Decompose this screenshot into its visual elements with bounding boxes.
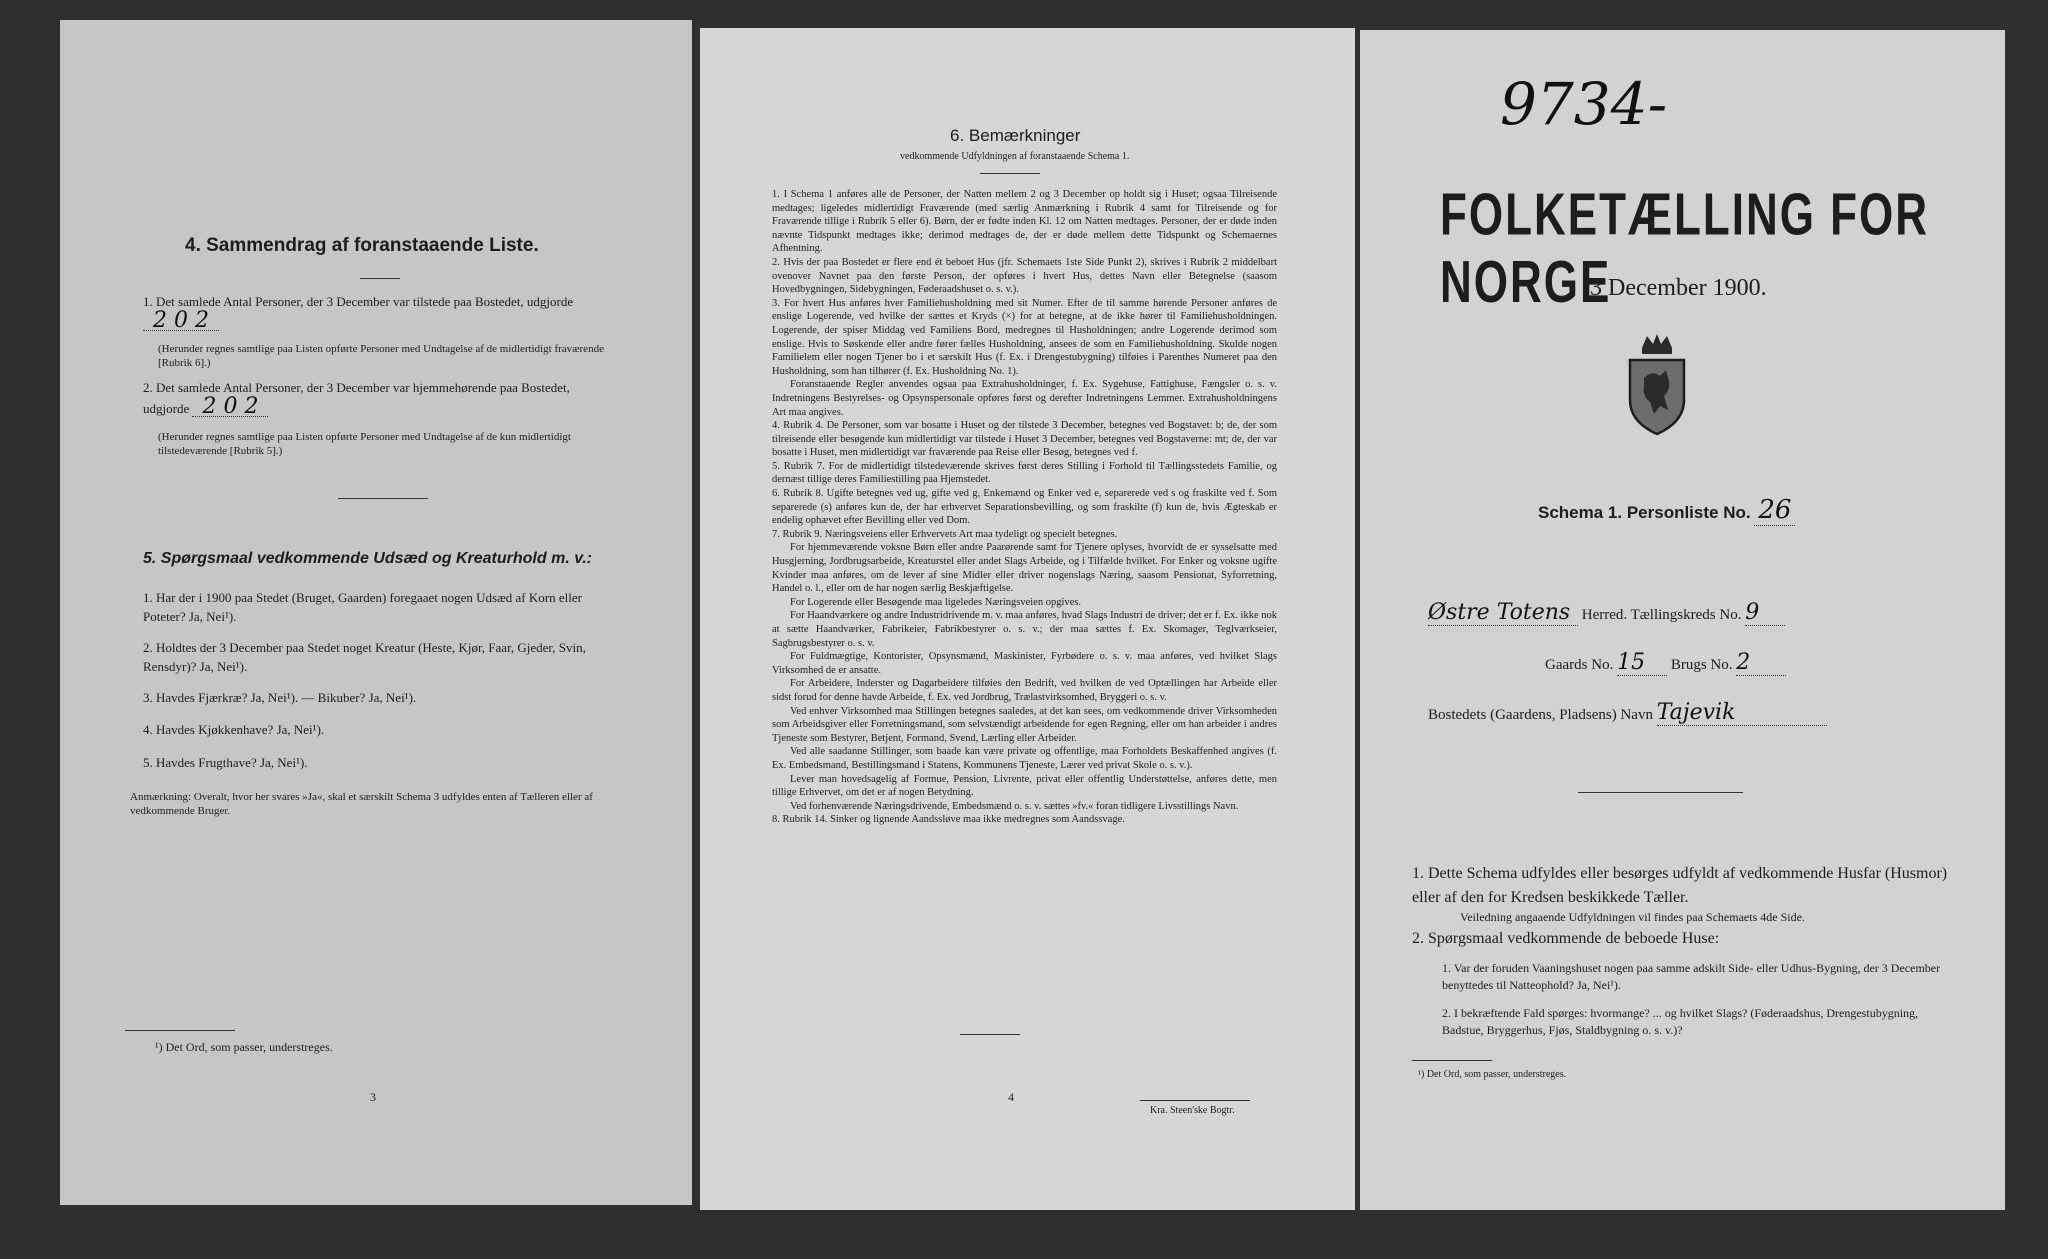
printer-rule xyxy=(1140,1100,1250,1101)
instruction-1: 1. Dette Schema udfyldes eller besørges udfyldt af vedkommende Husfar (Husmor) eller af den for Kredsen beskikkede Tæller. xyxy=(1412,865,1948,906)
remark-item: 4. Rubrik 4. De Personer, som var bosatte i Huset og der tilstede 3 December, betegnes ved Bogstavet: b; de, der som tilreisende eller besøgende kun midlertidigt var tilstede i Huset 3 December, betegnes ved Bogstaverne: mt; de, der var bosatte i Huset, men midlertidigt var fraværende paa Reise eller Besøg, betegnes ved f. xyxy=(772,420,1277,459)
remark-item: 6. Rubrik 8. Ugifte betegnes ved ug, gifte ved g, Enkemænd og Enker ved e, separerede ved s og fraskilte ved f. Som separerede (s) anføres kun de, der har erhvervet Separationsbevilling, og som fraskilte (f) kun de, hvis Ægteskab er endelig ophævet efter Bevilling eller ved Dom. xyxy=(772,488,1277,527)
brugs-value: 2 xyxy=(1736,650,1786,676)
remark-item: 3. For hvert Hus anføres hver Familiehusholdning med sit Numer. Efter de til samme hørende Personer anføres de enslige Logerende, ved hvilke der sættes et Kryds (×) for at betegne, at de ikke hører til Familiehusholdningen. Logerende, der spiser Middag ved Familiens Bord, medregnes til Husholdningen; andre Logerende derimod som enslige. Hvis to Søskende eller andre fører fælles Husholdning, ansees de som en Familiehusholdning. Skulde nogen Familielem eller nogen Tjener bo i et særskilt Hus (f. Ex. i Drengestubygning) tilføies i Parenthes Numeret paa den Husholdning, som han tilhører (f. Ex. Husholdning No. 1). xyxy=(772,297,1277,377)
schema-number: 26 xyxy=(1754,495,1795,526)
section4-item1-value: 2 0 2 xyxy=(143,311,219,331)
house-question-2: 2. I bekræftende Fald spørges: hvormange? ... og hvilket Slags? (Føderaadshus, Drengestubygning, Badstue, Bryggerhus, Fjøs, Staldbygning o. s. v.)? xyxy=(1442,1006,1919,1037)
herred-value: Østre Totens xyxy=(1428,600,1578,626)
remark-item: For Haandværkere og andre Industridrivende m. v. maa anføres, hvad Slags Industri de driver; det er f. Ex. ikke nok at sætte Haandværker, Fabrikeier, Fabrikbestyrer o. s. v.; der maa sættes f. Ex. Skomager, Teglværkseier, Sagbrugsbestyrer o. s. v. xyxy=(772,610,1277,649)
section4-item2-text: 2. Det samlede Antal Personer, der 3 December var hjemmehørende paa Bostedet, udgjorde xyxy=(143,380,570,416)
section4-item2-note: (Herunder regnes samtlige paa Listen opførte Personer med Undtagelse af de kun midlertidigt tilstedeværende [Rubrik 5].) xyxy=(158,431,571,457)
schema-label: Schema 1. Personliste No. xyxy=(1538,503,1751,522)
bosted-label: Bostedets (Gaardens, Pladsens) Navn xyxy=(1428,707,1653,723)
right-page xyxy=(1360,30,2005,1210)
remark-item: Foranstaaende Regler anvendes ogsaa paa Extrahusholdninger, f. Ex. Sygehuse, Fattighuse, Fængsler o. s. v. Indretningens Bestyrelses- og Opsynspersonale opføres først og derefter Indretningens Lemmer. Extrahusholdningens Art maa angives. xyxy=(772,379,1277,418)
section4-item2 xyxy=(143,378,613,418)
divider xyxy=(360,278,400,279)
section5-q4: 4. Havdes Kjøkkenhave? Ja, Nei¹). xyxy=(143,722,325,737)
section4-item2-value: 2 0 2 xyxy=(192,397,268,417)
section5-q1: 1. Har der i 1900 paa Stedet (Bruget, Gaarden) foregaaet nogen Udsæd af Korn eller Poteter? Ja, Nei¹). xyxy=(143,590,582,624)
instruction-2: 2. Spørgsmaal vedkommende de beboede Huse: xyxy=(1412,930,1720,947)
remark-item: 7. Rubrik 9. Næringsveiens eller Erhvervets Art maa tydeligt og specielt betegnes. xyxy=(772,528,1118,540)
remark-item: Ved enhver Virksomhed maa Stillingen betegnes saaledes, at det kan sees, om vedkommende driver Virksomheden som Arbeidsgiver eller Forretningsmand, som selvstændigt arbeidende for egen Regning, eller om han arbeider i andres Tjeneste som Bestyrer, Betjent, Formand, Svend, Lærling eller Arbeider. xyxy=(772,705,1277,744)
section4-item1 xyxy=(143,292,613,332)
bemerkninger-list xyxy=(772,188,1292,827)
kreds-value: 9 xyxy=(1745,600,1785,626)
remark-item: For Logerende eller Besøgende maa ligeledes Næringsveien opgives. xyxy=(790,596,1081,608)
section5-q5: 5. Havdes Frugthave? Ja, Nei¹). xyxy=(143,755,308,770)
divider xyxy=(980,173,1040,174)
remark-item: Ved forhenværende Næringsdrivende, Embedsmænd o. s. v. sættes »fv.« foran tidligere Livsstillings Navn. xyxy=(790,800,1239,812)
footnote-rule xyxy=(1412,1060,1492,1061)
remark-item: 1. I Schema 1 anføres alle de Personer, der Natten mellem 2 og 3 December op holdt sig i Huset; ogsaa Tilreisende medtages; ligeledes midlertidigt Fraværende (med særlig Anmærkning i Rubrik 4 samt for Tilreisende og for Fraværende tillige i Rubrik 5 eller 6). Børn, der er fødte inden Kl. 12 om Natten medtages. Personer, der er døde inden nævnte Tidspunkt medtages ikke; derimod medtages de, der er døde mellem dette Tidspunkt og Schemaernes Afhentning. xyxy=(772,189,1277,255)
remark-item: 8. Rubrik 14. Sinker og lignende Aandssløve maa ikke medregnes som Aandssvage. xyxy=(772,814,1125,826)
census-date: 3 December 1900. xyxy=(1590,275,1767,301)
bosted-value: Tajevik xyxy=(1657,700,1827,726)
left-page xyxy=(60,20,692,1205)
middle-page xyxy=(700,28,1355,1210)
remark-item: For Fuldmægtige, Kontorister, Opsynsmænd, Maskinister, Fyrbødere o. s. v. maa anføres, ved hvilket Slags Virksomhed de er ansatte. xyxy=(772,651,1277,676)
remark-item: For hjemmeværende voksne Børn eller andre Paarørende samt for Tjenere oplyses, hvorvidt de er sysselsatte med Husgjerning, Jordbrugsarbeide, Kreaturstel eller andet Slags Arbeide, og i Tilfælde hvilket. For Enker og voksne ugifte Kvinder maa anføres, om de lever af sine Midler eller driver nogenslags Næring, saasom Pensionat, Syforretning, Handel o. l., eller om de har nogen særlig Beskjæftigelse. xyxy=(772,542,1277,595)
instruction-1-sub: Veiledning angaaende Udfyldningen vil findes paa Schemaets 4de Side. xyxy=(1460,910,1805,924)
gaards-label: Gaards No. xyxy=(1545,657,1614,673)
section4-item1-text: 1. Det samlede Antal Personer, der 3 December var tilstede paa Bostedet, udgjorde xyxy=(143,294,574,309)
gaards-line xyxy=(1545,650,1786,676)
page-number: 4 xyxy=(1008,1090,1014,1104)
section5-q2: 2. Holdtes der 3 December paa Stedet noget Kreatur (Heste, Kjør, Faar, Gjeder, Svin, Rensdyr)? Ja, Nei¹). xyxy=(143,640,586,674)
divider xyxy=(338,498,428,499)
remark-item: 5. Rubrik 7. For de midlertidigt tilstedeværende skrives først deres Stilling i Forhold til Tællingsstedets Familie, og dernæst tillige deres Familiestilling paa Hjemstedet. xyxy=(772,460,1277,486)
coat-of-arms-icon xyxy=(1622,330,1692,445)
section4-title: 4. Sammendrag af foranstaaende Liste. xyxy=(185,235,539,256)
remark-item: For Arbeidere, Inderster og Dagarbeidere tilføies den Bedrift, ved hvilken de ved Optællingen har Arbeide eller sidst forud for denne havde Arbeide, f. Ex. ved Jordbrug, Trælastvirksomhed, Bryggeri o. s. v. xyxy=(772,678,1277,703)
bemerkninger-title: 6. Bemærkninger xyxy=(950,126,1081,145)
page-number: 3 xyxy=(370,1090,376,1104)
printer-mark: Kra. Steen'ske Bogtr. xyxy=(1150,1105,1235,1116)
section5-q3: 3. Havdes Fjærkræ? Ja, Nei¹). — Bikuber? Ja, Nei¹). xyxy=(143,690,417,705)
section5-anmerkning: Anmærkning: Overalt, hvor her svares »Ja«, skal et særskilt Schema 3 udfyldes enten af Tælleren eller af vedkommende Bruger. xyxy=(130,791,593,817)
footnote-rule xyxy=(125,1030,235,1031)
gaards-value: 15 xyxy=(1617,650,1667,676)
handwritten-number: 9734- xyxy=(1500,70,1668,138)
herred-label: Herred. xyxy=(1581,607,1628,623)
brugs-label: Brugs No. xyxy=(1670,657,1733,673)
remark-item: 2. Hvis der paa Bostedet er flere end ét beboet Hus (jfr. Schemaets 1ste Side Punkt 2), skrives i Rubrik 2 middelbart ovenover Navnet paa den første Person, der opføres i hvert Hus, dettes Navn eller Betegnelse (saasom Hovedbygningen, Sidebygningen, Føderaadshuset o. s. v.). xyxy=(772,256,1277,296)
footnote: ¹) Det Ord, som passer, understreges. xyxy=(155,1040,333,1054)
kreds-label: Tællingskreds No. xyxy=(1630,607,1742,623)
census-title: FOLKETÆLLING FOR NORGE xyxy=(1440,182,1930,316)
bemerkninger-subtitle: vedkommende Udfyldningen af foranstaaende Schema 1. xyxy=(900,151,1130,162)
house-question-1: 1. Var der foruden Vaaningshuset nogen paa samme adskilt Side- eller Udhus-Bygning, der 3 December benyttedes til Natteophold? Ja, Nei¹). xyxy=(1442,961,1941,992)
section5-title: 5. Spørgsmaal vedkommende Udsæd og Kreaturhold m. v.: xyxy=(143,550,592,567)
remark-item: Ved alle saadanne Stillinger, som baade kan være private og offentlige, maa Forholdets Beskaffenhed angives (f. Ex. Embedsmand, Bestillingsmand i Statens, Kommunens Tjeneste, Lærer ved privat Skole o. s. v.). xyxy=(772,746,1277,771)
remark-item: Lever man hovedsagelig af Formue, Pension, Livrente, privat eller offentlig Understøttelse, anføres dette, men tillige Erhvervet, om det er af nogen Betydning. xyxy=(772,773,1277,799)
schema-line xyxy=(1538,495,1795,526)
footnote: ¹) Det Ord, som passer, understreges. xyxy=(1418,1069,1567,1080)
section4-item1-note: (Herunder regnes samtlige paa Listen opførte Personer med Undtagelse af de midlertidigt fraværende [Rubrik 6].) xyxy=(158,343,604,369)
ornament-divider xyxy=(1578,792,1743,793)
herred-line xyxy=(1428,600,1968,626)
bosted-line xyxy=(1428,700,1827,726)
divider xyxy=(960,1034,1020,1035)
